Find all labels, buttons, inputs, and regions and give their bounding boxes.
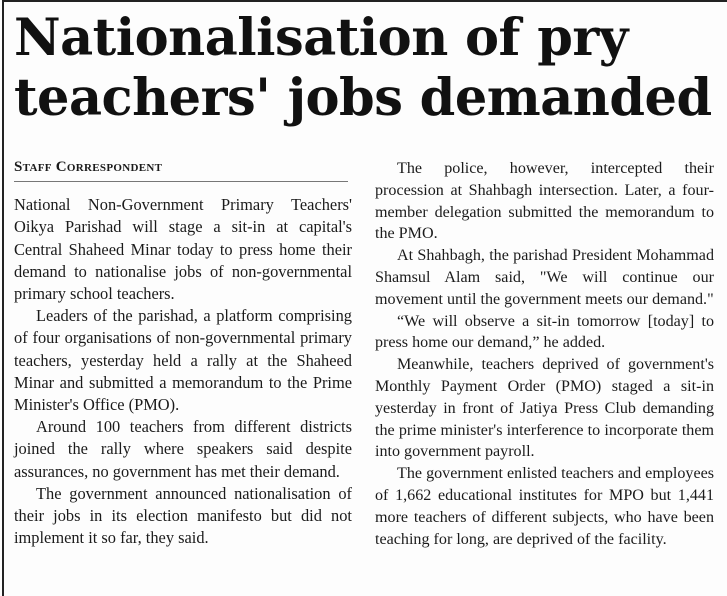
- paragraph: At Shahbagh, the parishad President Mohammad Shamsul Alam said, "We will continue our movement until the government meets our demand.": [375, 247, 714, 308]
- paragraph: Meanwhile, teachers deprived of government's Monthly Payment Order (PMO) staged a sit-in yesterday in front of Jatiya Press Club demanding the prime minister's interference to incorporate them into government payroll.: [375, 356, 714, 461]
- paragraph: Around 100 teachers from different districts joined the rally where speakers said despite assurances, no government has met their demand.: [14, 417, 352, 481]
- left-border-rule: [2, 0, 4, 596]
- top-border-rule: [2, 0, 727, 2]
- paragraph: Leaders of the parishad, a platform comprising of four organisations of non-governmental primary teachers, yesterday held a rally at the Shaheed Minar and submitted a memorandum to the Prime Minister's Office (PMO).: [14, 306, 352, 415]
- byline: Staff Correspondent: [14, 156, 348, 182]
- paragraph: National Non-Government Primary Teachers' Oikya Parishad will stage a sit-in at capital's Central Shaheed Minar today to press home their demand to nationalise jobs of non-governmental primary school teachers.: [14, 195, 352, 304]
- article-column-right: [375, 158, 714, 550]
- paragraph: The government announced nationalisation of their jobs in its election manifesto but did not implement it so far, they said.: [14, 483, 352, 548]
- headline-line-2: teachers' jobs demanded: [14, 68, 712, 128]
- paragraph: The police, however, intercepted their procession at Shahbagh intersection. Later, a four-member delegation submitted the memorandum to the PMO.: [375, 160, 714, 243]
- headline-line-1: Nationalisation of pry: [14, 8, 628, 68]
- paragraph: The government enlisted teachers and employees of 1,662 educational institutes for MPO but 1,441 more teachers of different subjects, who have been teaching for long, are deprived of the facility.: [375, 465, 714, 548]
- headline: [14, 8, 719, 128]
- article-column-left: [14, 156, 352, 549]
- paragraph: “We will observe a sit-in tomorrow [today] to press home our demand,” he added.: [375, 312, 714, 352]
